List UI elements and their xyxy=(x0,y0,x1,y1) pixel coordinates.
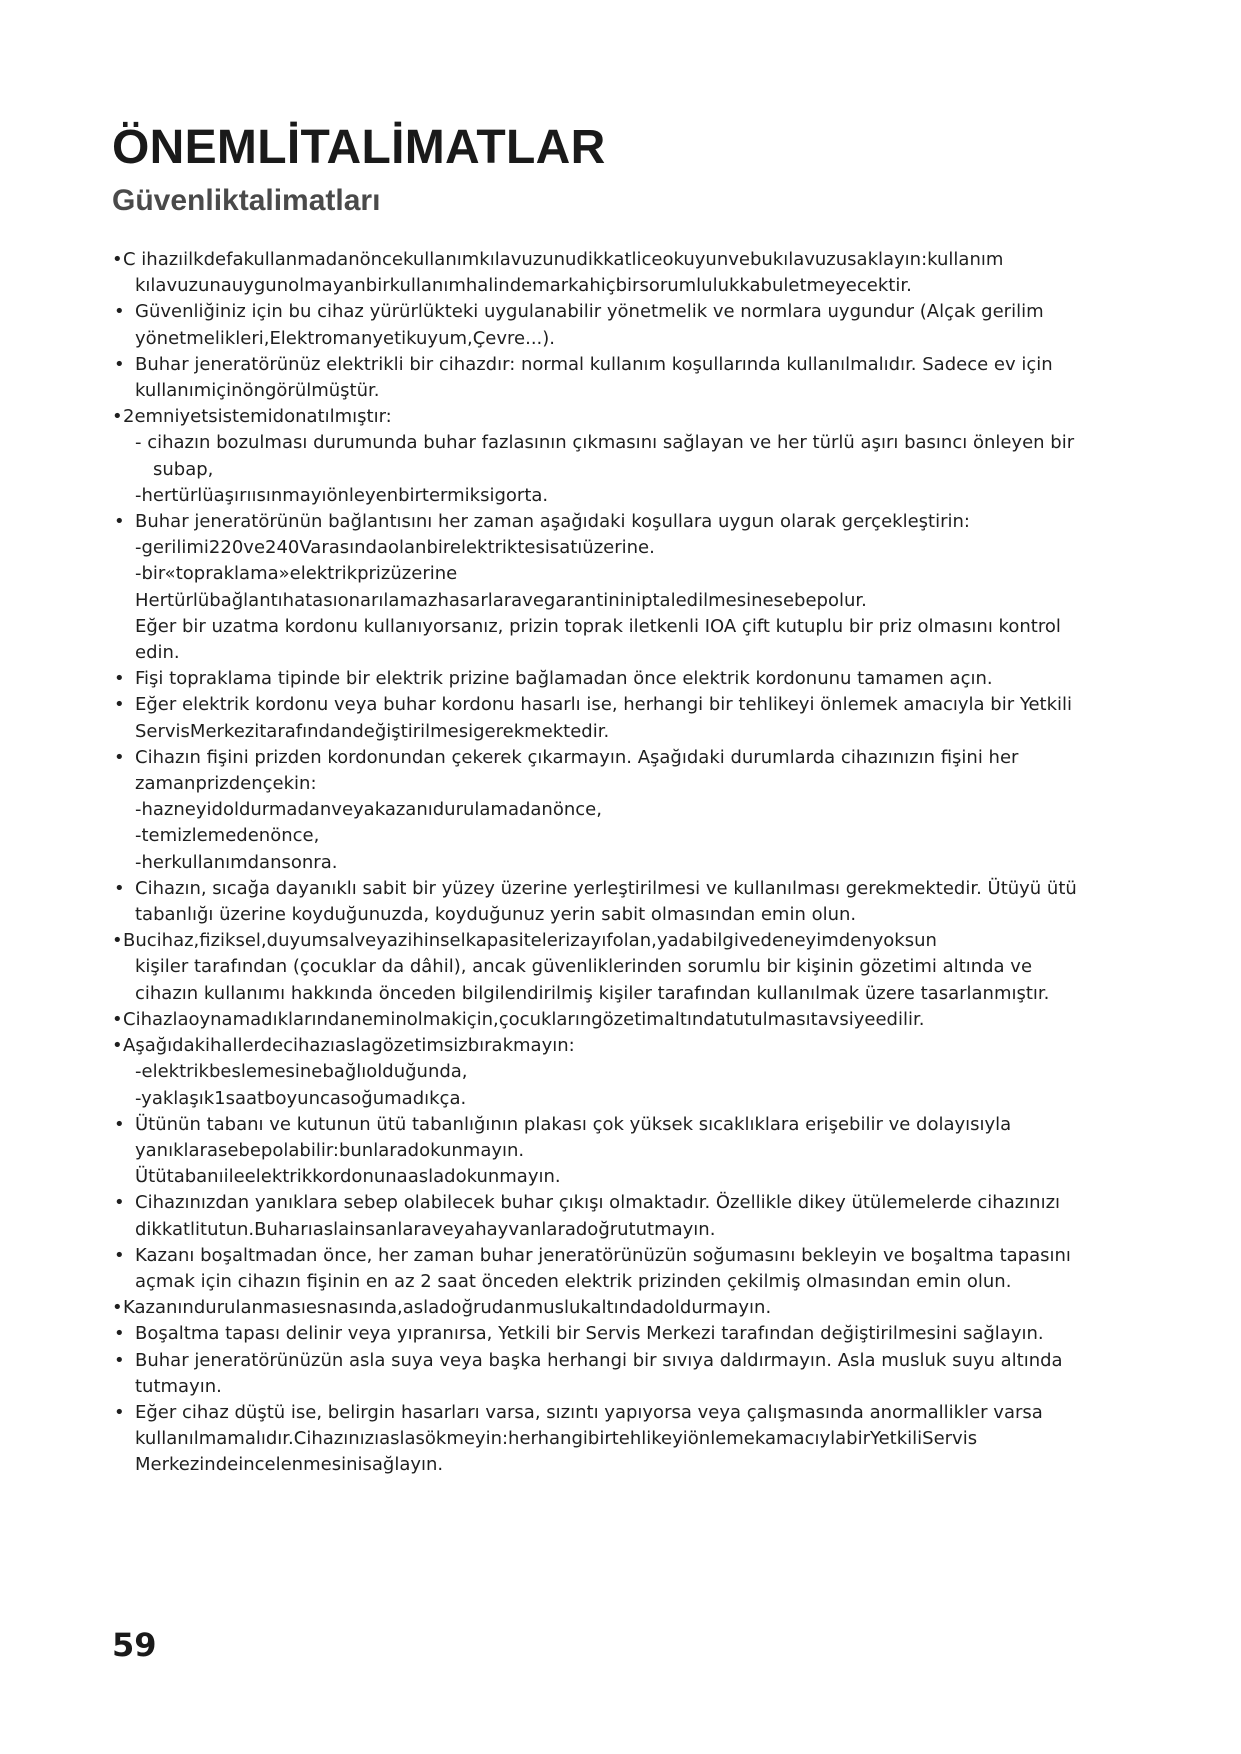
instruction-17: • Boşaltma tapası delinir veya yıpranırsa, Yetkili bir Servis Merkezi tarafından değiştirilmesini sağlayın. xyxy=(112,1321,1142,1347)
instruction-2: • Güvenliğiniz için bu cihaz yürürlükteki uygulanabilir yönetmelik ve normlara uygundur (Alçak gerilim xyxy=(112,299,1142,325)
instruction-13-cont: yanıklarasebepolabilir:bunlaradokunmayın. xyxy=(135,1139,525,1161)
instruction-10-cont: cihazın kullanımı hakkında önceden bilgilendirilmiş kişiler tarafından kullanılmak üzere tasarlanmıştır. xyxy=(135,982,1050,1004)
instruction-8: • Cihazın fişini prizden kordonundan çekerek çıkarmayın. Aşağıdaki durumlarda cihazınızın fişini her xyxy=(112,745,1142,771)
instruction-14: • Cihazınızdan yanıklara sebep olabilecek buhar çıkışı olmaktadır. Özellikle dikey ütülemelerde cihazınızı xyxy=(112,1190,1142,1216)
page-title: ÖNEMLİTALİMATLAR xyxy=(112,121,606,174)
instruction-1-cont: kılavuzunauygunolmayanbirkullanımhalindemarkahiçbirsorumlulukkabuletmeyecektir. xyxy=(135,275,912,297)
page-subtitle: Güvenliktalimatları xyxy=(112,184,381,217)
sub-item: -yaklaşık1saatboyuncasoğumadıkça. xyxy=(135,1087,467,1109)
instruction-3-cont: kullanımiçinöngörülmüştür. xyxy=(135,380,380,402)
instruction-10: • Bucihaz,fiziksel,duyumsalveyazihinselkapasitelerizayıfolan,yadabilgivedeneyimdenyoksun xyxy=(112,928,1142,954)
instruction-9-cont: tabanlığı üzerine koyduğunuzda, koyduğunuz yerin sabit olmasından emin olun. xyxy=(135,904,857,926)
instruction-12: • Aşağıdakihallerdecihazıaslagözetimsizbırakmayın: xyxy=(112,1033,1142,1059)
page-number: 59 xyxy=(112,1626,157,1664)
safety-instructions-body xyxy=(112,247,1142,1479)
instruction-15: • Kazanı boşaltmadan önce, her zaman buhar jeneratörünüzün soğumasını bekleyin ve boşaltma tapasını xyxy=(112,1243,1142,1269)
sub-item: -hertürlüaşırıısınmayıönleyenbirtermiksigorta. xyxy=(135,484,549,506)
instruction-7-cont: ServisMerkezitarafındandeğiştirilmesigerekmektedir. xyxy=(135,720,610,742)
instruction-16: • Kazanındurulanmasıesnasında,asladoğrudanmuslukaltındadoldurmayın. xyxy=(112,1295,1142,1321)
sub-item: -herkullanımdansonra. xyxy=(135,851,338,873)
instruction-4: • 2emniyetsistemidonatılmıştır: xyxy=(112,404,1142,430)
instruction-8-cont: zamanprizdençekin: xyxy=(135,773,317,795)
instruction-5-cont: Hertürlübağlantıhatasıonarılamazhasarlaravegarantininiptaledilmesinesebepolur. xyxy=(135,589,867,611)
instruction-3: • Buhar jeneratörünüz elektrikli bir cihazdır: normal kullanım koşullarında kullanılmalıdır. Sadece ev için xyxy=(112,352,1142,378)
sub-item: -bir«topraklama»elektrikprizüzerine xyxy=(135,563,458,585)
sub-item: -elektrikbeslemesinebağlıolduğunda, xyxy=(135,1061,468,1083)
instruction-19: • Eğer cihaz düştü ise, belirgin hasarları varsa, sızıntı yapıyorsa veya çalışmasında anormallikler varsa xyxy=(112,1400,1142,1426)
sub-item: - cihazın bozulması durumunda buhar fazlasının çıkmasını sağlayan ve her türlü aşırı basıncı önleyen bir xyxy=(135,432,1075,454)
instruction-13: • Ütünün tabanı ve kutunun ütü tabanlığının plakası çok yüksek sıcaklıklara erişebilir ve dolayısıyla xyxy=(112,1112,1142,1138)
sub-item: -temizlemedenönce, xyxy=(135,825,320,847)
instruction-19-cont: Merkezindeincelenmesinisağlayın. xyxy=(135,1454,444,1476)
instruction-10-cont: kişiler tarafından (çocuklar da dâhil), ancak güvenliklerinden sorumlu bir kişinin gözetimi altında ve xyxy=(135,956,1033,978)
instruction-14-cont: dikkatlitutun.Buharıaslainsanlaraveyahayvanlaradoğrututmayın. xyxy=(135,1218,716,1240)
instruction-5-cont: edin. xyxy=(135,642,180,664)
instruction-18: • Buhar jeneratörünüzün asla suya veya başka herhangi bir sıvıya daldırmayın. Asla musluk suyu altında xyxy=(112,1348,1142,1374)
instruction-5-cont: Eğer bir uzatma kordonu kullanıyorsanız, prizin toprak iletkenli IOA çift kutuplu bir priz olmasını kontrol xyxy=(135,615,1061,637)
sub-item: -hazneyidoldurmadanveyakazanıdurulamadanönce, xyxy=(135,799,602,821)
instruction-9: • Cihazın, sıcağa dayanıklı sabit bir yüzey üzerine yerleştirilmesi ve kullanılması gerekmektedir. Ütüyü ütü xyxy=(112,876,1142,902)
instruction-18-cont: tutmayın. xyxy=(135,1375,222,1397)
instruction-7: • Eğer elektrik kordonu veya buhar kordonu hasarlı ise, herhangi bir tehlikeyi önlemek amacıyla bir Yetkili xyxy=(112,692,1142,718)
instruction-6: • Fişi topraklama tipinde bir elektrik prizine bağlamadan önce elektrik kordonunu tamamen açın. xyxy=(112,666,1142,692)
sub-item-cont: subap, xyxy=(153,458,214,480)
sub-item: -gerilimi220ve240Varasındaolanbirelektriktesisatıüzerine. xyxy=(135,537,655,559)
instruction-2-cont: yönetmelikleri,Elektromanyetikuyum,Çevre...). xyxy=(135,327,556,349)
instruction-15-cont: açmak için cihazın fişinin en az 2 saat önceden elektrik prizinden çekilmiş olmasından emin olun. xyxy=(135,1270,1012,1292)
instruction-1: • C ihazıilkdefakullanmadanöncekullanımkılavuzunudikkatliceokuyunvebukılavuzusaklayın:kullanım xyxy=(112,247,1142,273)
instruction-11: • Cihazlaoynamadıklarındaneminolmakiçin,çocuklarıngözetimaltındatutulmasıtavsiyeedilir. xyxy=(112,1007,1142,1033)
instruction-5: • Buhar jeneratörünün bağlantısını her zaman aşağıdaki koşullara uygun olarak gerçekleştirin: xyxy=(112,509,1142,535)
instruction-13-cont: Ütütabanıileelektrikkordonunaasladokunmayın. xyxy=(135,1166,561,1188)
instruction-19-cont: kullanılmamalıdır.Cihazınızıaslasökmeyin:herhangibirtehlikeyiönlemekamacıylabirYetkiliServis xyxy=(135,1428,978,1450)
